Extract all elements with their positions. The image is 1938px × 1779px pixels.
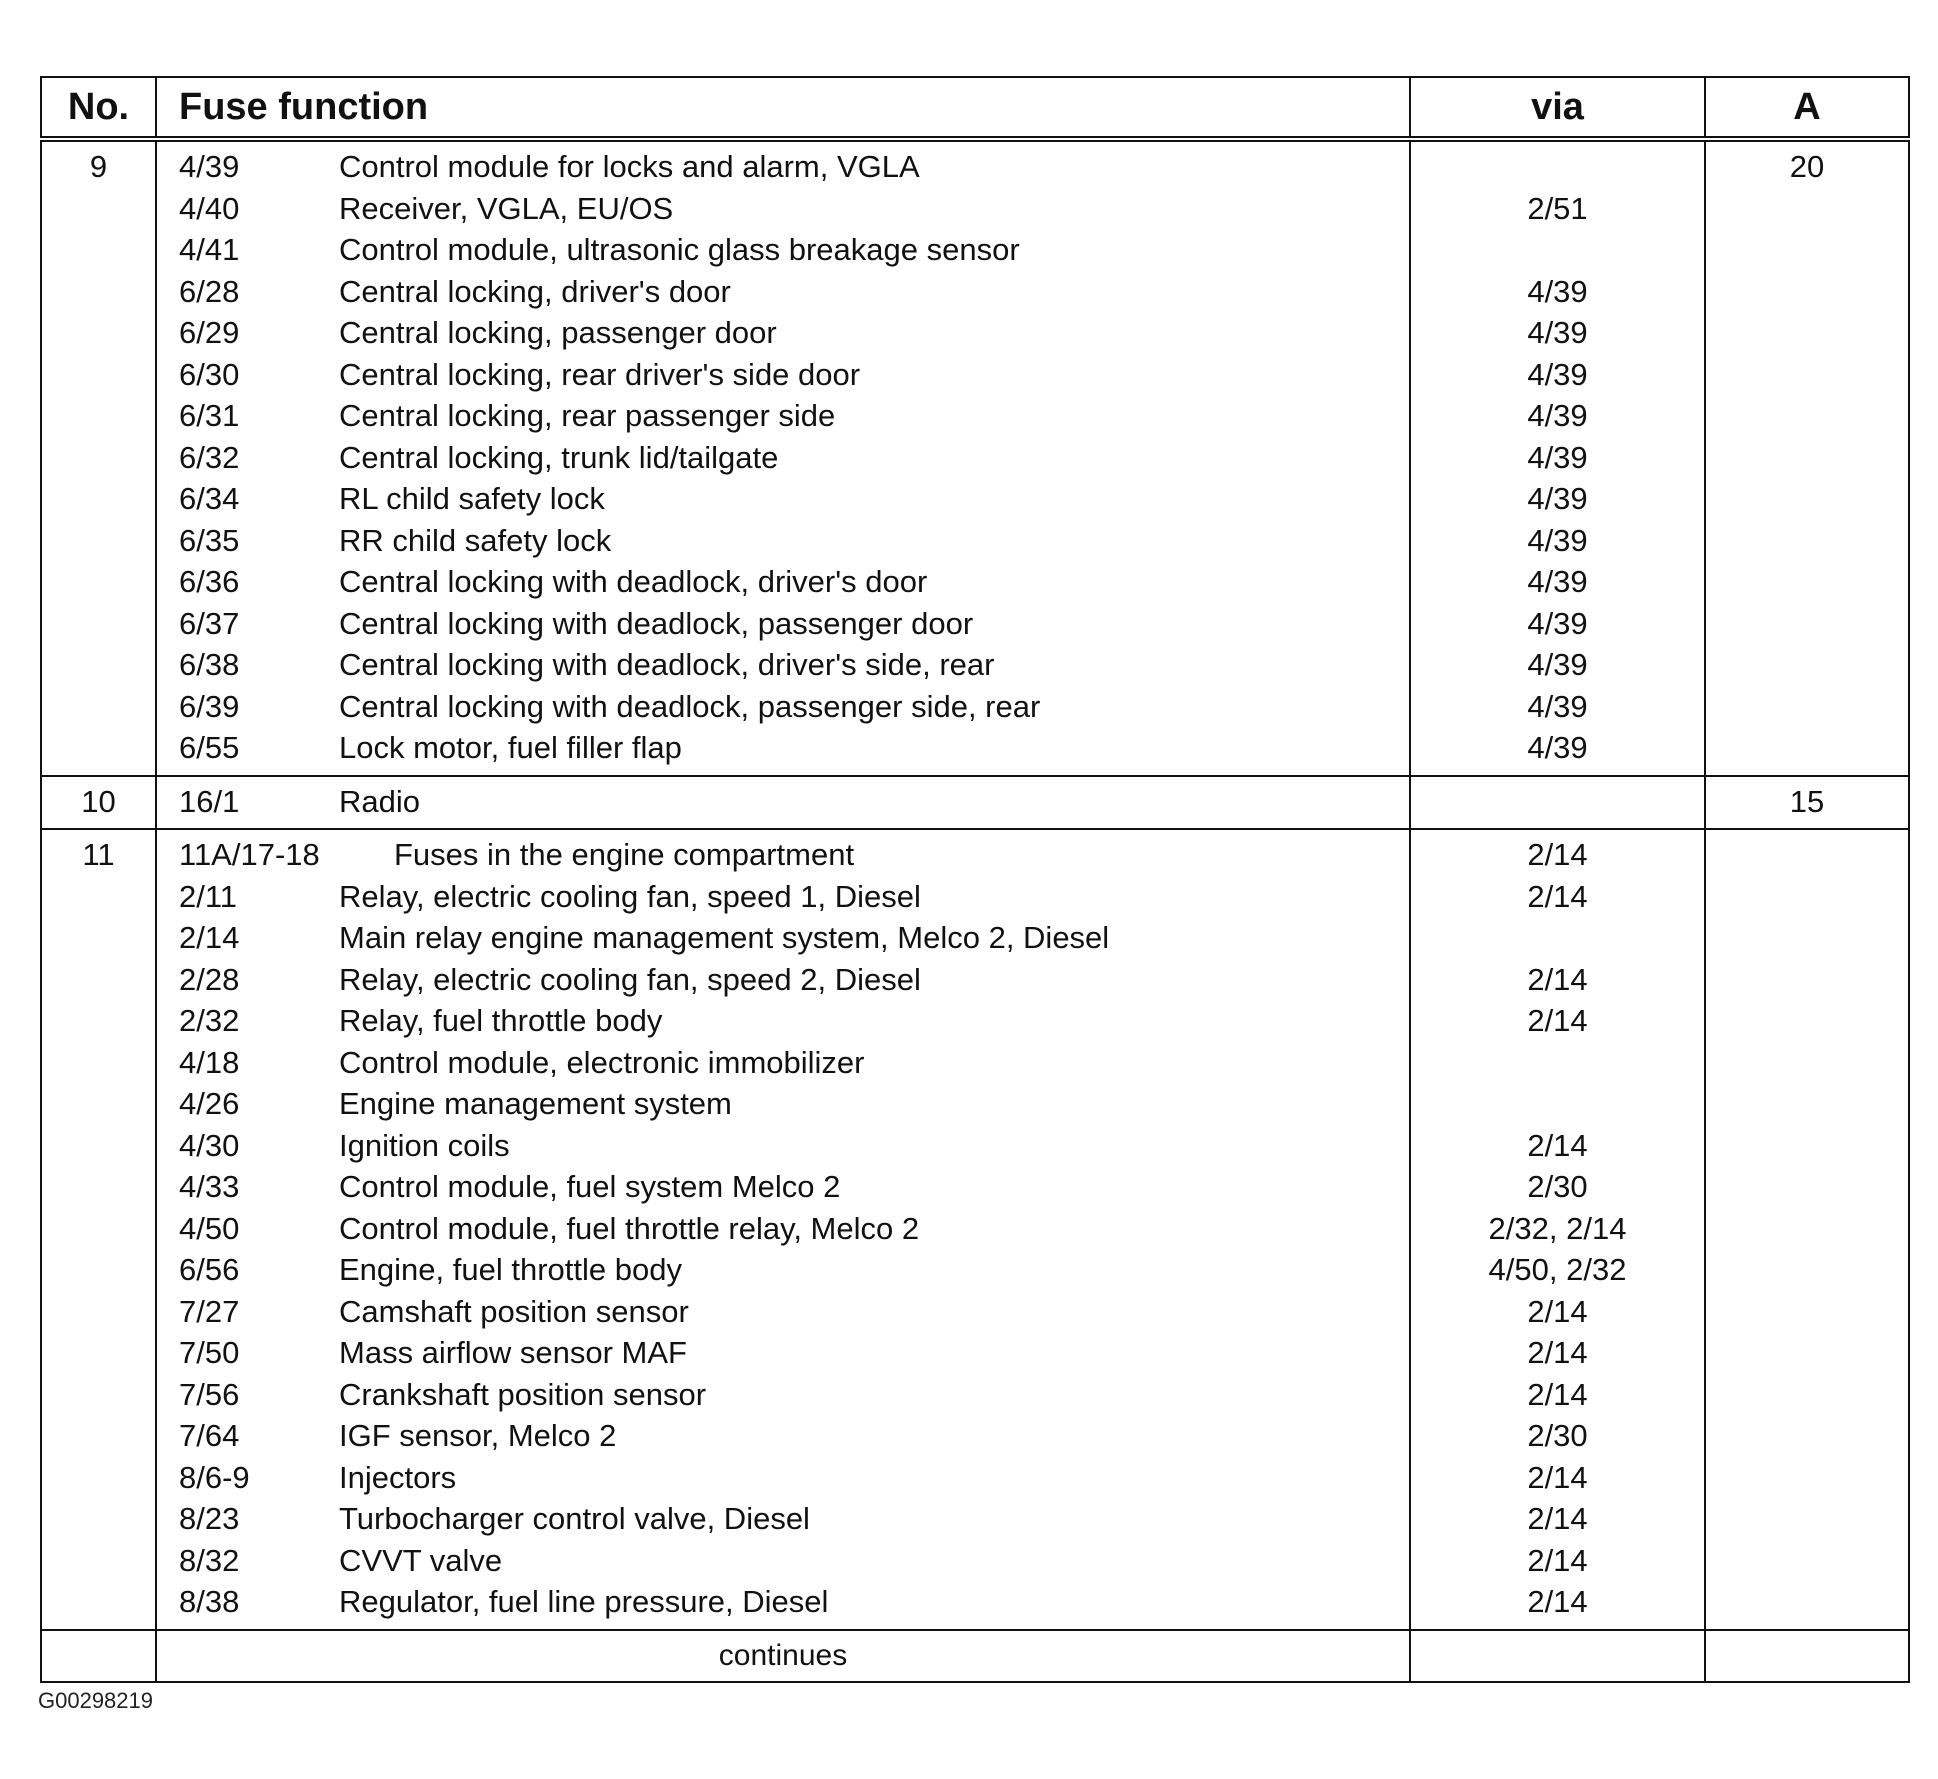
component-code: 7/27	[179, 1293, 240, 1329]
component-code: 4/26	[179, 1086, 240, 1121]
via-value: 2/14	[1527, 837, 1588, 872]
component-code: 6/31	[179, 398, 240, 433]
component-code: 2/28	[179, 961, 240, 997]
via-value: 4/39	[1527, 605, 1588, 641]
via-value: 4/39	[1527, 730, 1588, 765]
component-description: Central locking with deadlock, passenger door	[339, 605, 974, 641]
component-code: 2/14	[179, 920, 240, 955]
component-description: Radio	[339, 783, 420, 819]
component-description: Receiver, VGLA, EU/OS	[339, 190, 674, 226]
via-value: 4/39	[1527, 356, 1588, 392]
via-value: 2/14	[1527, 1127, 1588, 1163]
component-description: Injectors	[339, 1459, 457, 1495]
fuse-function-line	[157, 520, 1409, 562]
fuse-function-line	[157, 1374, 1409, 1416]
component-code: 4/50	[179, 1210, 240, 1246]
component-code: 8/23	[179, 1501, 240, 1536]
amps-cell	[1705, 776, 1909, 830]
component-description: Fuses in the engine compartment	[394, 837, 855, 872]
component-code: 6/36	[179, 564, 240, 599]
via-value	[1411, 781, 1704, 823]
component-code: 6/30	[179, 356, 240, 392]
component-code: 6/56	[179, 1252, 240, 1287]
component-description: Control module, fuel throttle relay, Melco 2	[339, 1210, 920, 1246]
fuse-group-row	[41, 776, 1909, 830]
fuse-function-line	[157, 834, 1409, 876]
header-via: via	[1410, 77, 1705, 139]
component-code: 7/64	[179, 1418, 240, 1453]
fuse-function-line	[157, 686, 1409, 728]
fuse-number: 9	[89, 149, 108, 184]
component-code: 6/28	[179, 273, 240, 309]
component-description: Turbocharger control valve, Diesel	[339, 1501, 810, 1536]
fuse-group-row	[41, 829, 1909, 1630]
component-code: 6/29	[179, 315, 240, 350]
via-value: 4/39	[1527, 398, 1588, 433]
component-description: CVVT valve	[339, 1542, 503, 1578]
fuse-function-cell	[156, 139, 1410, 776]
fuse-group-row	[41, 139, 1909, 776]
component-code: 6/38	[179, 647, 240, 682]
via-value: 2/30	[1527, 1169, 1588, 1204]
via-value: 2/14	[1527, 1293, 1588, 1329]
component-description: Lock motor, fuel filler flap	[339, 730, 682, 765]
amps-cell	[1705, 829, 1909, 1630]
via-value: 2/14	[1527, 1459, 1588, 1495]
component-description: Main relay engine management system, Melco 2, Diesel	[339, 920, 1110, 955]
component-description: IGF sensor, Melco 2	[339, 1418, 617, 1453]
component-description: Camshaft position sensor	[339, 1293, 689, 1329]
component-description: Ignition coils	[339, 1127, 510, 1163]
fuse-function-line	[157, 1000, 1409, 1042]
component-description: RL child safety lock	[339, 481, 605, 516]
via-value: 2/32, 2/14	[1488, 1210, 1627, 1246]
via-value: 4/39	[1527, 647, 1588, 682]
component-description: RR child safety lock	[339, 522, 612, 558]
component-code: 6/39	[179, 688, 240, 724]
component-description: Relay, fuel throttle body	[339, 1003, 663, 1038]
component-description: Relay, electric cooling fan, speed 2, Diesel	[339, 961, 921, 997]
fuse-function-line	[157, 312, 1409, 354]
figure-id: G00298219	[38, 1688, 153, 1713]
fuse-function-line	[157, 1166, 1409, 1208]
via-value: 4/39	[1527, 273, 1588, 309]
via-cell	[1410, 776, 1705, 830]
fuse-function-line	[157, 1083, 1409, 1125]
continues-label: continues	[156, 1630, 1410, 1682]
component-code: 6/37	[179, 605, 240, 641]
fuse-function-line	[157, 395, 1409, 437]
via-value	[1411, 1042, 1704, 1084]
via-value: 2/14	[1527, 1335, 1588, 1370]
fuse-function-line	[157, 603, 1409, 645]
continues-amps-cell	[1705, 1630, 1909, 1682]
via-value: 2/14	[1527, 878, 1588, 914]
header-fuse-function: Fuse function	[156, 77, 1410, 139]
component-code: 6/35	[179, 522, 240, 558]
continues-via-cell	[1410, 1630, 1705, 1682]
fuse-function-line	[157, 1581, 1409, 1623]
fuse-table-container	[40, 76, 1908, 1683]
fuse-function-line	[157, 271, 1409, 313]
fuse-function-line	[157, 1291, 1409, 1333]
via-value: 4/39	[1527, 564, 1588, 599]
fuse-function-line	[157, 1498, 1409, 1540]
header-amps: A	[1705, 77, 1909, 139]
via-value: 2/14	[1527, 961, 1588, 997]
component-code: 4/39	[179, 149, 240, 184]
fuse-function-line	[157, 1415, 1409, 1457]
amps-value: 15	[1789, 783, 1825, 819]
via-value: 2/51	[1527, 190, 1588, 226]
via-value: 2/14	[1527, 1003, 1588, 1038]
amps-cell	[1705, 139, 1909, 776]
component-code: 6/55	[179, 730, 240, 765]
fuse-number-cell	[41, 829, 156, 1630]
component-description: Central locking, passenger door	[339, 315, 777, 350]
component-description: Central locking, rear driver's side door	[339, 356, 861, 392]
fuse-function-cell	[156, 776, 1410, 830]
component-description: Central locking with deadlock, driver's door	[339, 564, 928, 599]
component-description: Central locking, driver's door	[339, 273, 731, 309]
component-code: 8/32	[179, 1542, 240, 1578]
via-value: 2/14	[1527, 1542, 1588, 1578]
component-code: 2/11	[179, 878, 238, 914]
component-code: 4/18	[179, 1044, 240, 1080]
fuse-function-line	[157, 959, 1409, 1001]
fuse-function-line	[157, 781, 1409, 823]
fuse-function-line	[157, 1249, 1409, 1291]
via-cell	[1410, 829, 1705, 1630]
fuse-table	[40, 76, 1910, 1683]
via-value: 2/14	[1527, 1501, 1588, 1536]
fuse-number-cell	[41, 776, 156, 830]
component-description: Engine, fuel throttle body	[339, 1252, 682, 1287]
fuse-function-line	[157, 876, 1409, 918]
component-description: Central locking with deadlock, passenger side, rear	[339, 688, 1041, 724]
amps-value	[1706, 834, 1908, 876]
via-cell	[1410, 139, 1705, 776]
fuse-function-line	[157, 917, 1409, 959]
continues-row	[41, 1630, 1909, 1682]
component-code: 4/41	[179, 232, 240, 267]
component-code: 7/56	[179, 1376, 240, 1412]
fuse-function-line	[157, 1540, 1409, 1582]
component-description: Control module, electronic immobilizer	[339, 1044, 865, 1080]
via-value	[1411, 146, 1704, 188]
via-value: 4/50, 2/32	[1488, 1252, 1627, 1287]
fuse-function-line	[157, 354, 1409, 396]
fuse-function-line	[157, 188, 1409, 230]
fuse-function-cell	[156, 829, 1410, 1630]
component-description: Engine management system	[339, 1086, 732, 1121]
continues-no-cell	[41, 1630, 156, 1682]
header-no: No.	[41, 77, 156, 139]
via-value: 4/39	[1527, 481, 1588, 516]
via-value	[1411, 917, 1704, 959]
via-value: 4/39	[1527, 688, 1588, 724]
fuse-function-line	[157, 644, 1409, 686]
fuse-function-line	[157, 437, 1409, 479]
component-description: Control module, ultrasonic glass breakage sensor	[339, 232, 1020, 267]
fuse-function-line	[157, 1125, 1409, 1167]
fuse-number-cell	[41, 139, 156, 776]
component-description: Control module for locks and alarm, VGLA	[339, 149, 920, 184]
fuse-function-line	[157, 561, 1409, 603]
component-description: Central locking, rear passenger side	[339, 398, 836, 433]
component-description: Control module, fuel system Melco 2	[339, 1169, 841, 1204]
component-code: 6/34	[179, 481, 240, 516]
fuse-number: 10	[81, 783, 116, 819]
fuse-number: 11	[82, 837, 115, 872]
component-code: 4/40	[179, 190, 240, 226]
fuse-function-line	[157, 1332, 1409, 1374]
component-code: 7/50	[179, 1335, 240, 1370]
component-description: Mass airflow sensor MAF	[339, 1335, 687, 1370]
fuse-function-line	[157, 478, 1409, 520]
via-value: 2/14	[1527, 1584, 1588, 1619]
fuse-function-line	[157, 1457, 1409, 1499]
component-code: 4/30	[179, 1127, 240, 1163]
via-value: 4/39	[1527, 315, 1588, 350]
component-code: 11A/17-18	[179, 837, 320, 872]
component-code: 8/6-9	[179, 1459, 250, 1495]
component-description: Central locking, trunk lid/tailgate	[339, 439, 779, 475]
component-code: 4/33	[179, 1169, 240, 1204]
fuse-function-line	[157, 229, 1409, 271]
component-description: Relay, electric cooling fan, speed 1, Diesel	[339, 878, 921, 914]
component-code: 8/38	[179, 1584, 240, 1619]
fuse-function-line	[157, 1208, 1409, 1250]
component-code: 16/1	[179, 783, 240, 819]
fuse-function-line	[157, 727, 1409, 769]
component-code: 2/32	[179, 1003, 240, 1038]
via-value: 4/39	[1527, 522, 1588, 558]
component-description: Crankshaft position sensor	[339, 1376, 707, 1412]
via-value	[1411, 1083, 1704, 1125]
via-value: 4/39	[1527, 439, 1588, 475]
component-description: Regulator, fuel line pressure, Diesel	[339, 1584, 829, 1619]
header-row	[41, 77, 1909, 139]
amps-value: 20	[1789, 149, 1825, 184]
fuse-function-line	[157, 1042, 1409, 1084]
via-value: 2/14	[1527, 1376, 1588, 1412]
via-value	[1411, 229, 1704, 271]
component-code: 6/32	[179, 439, 240, 475]
fuse-function-line	[157, 146, 1409, 188]
via-value: 2/30	[1527, 1418, 1588, 1453]
component-description: Central locking with deadlock, driver's side, rear	[339, 647, 995, 682]
